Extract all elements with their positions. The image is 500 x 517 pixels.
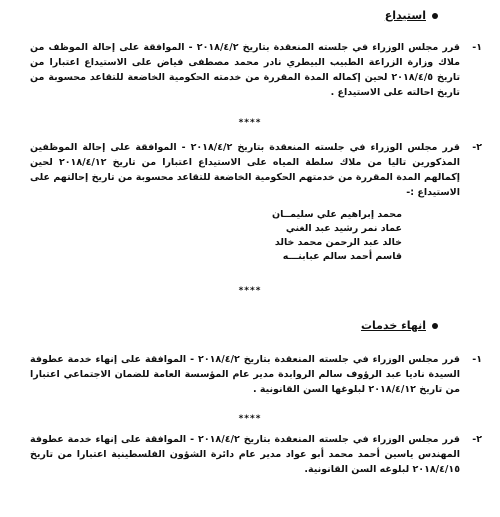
item-text: قرر مجلس الوزراء في جلسته المنعقدة بتاريخ ٢٠١٨/٤/٢ - الموافقة على إنهاء خدمة عطوفة المهندس ياسين أحمد محمد أبو عواد مدير عام دائرة الشؤون الفلسطينية اعتبارا من تاريخ ٢٠١٨/٤/١٥ لبلوغه السن القانونية. [30,434,460,475]
bullet-icon [432,323,438,329]
name-entry: محمد إبراهيم علي سليمــان [271,209,402,220]
item-text: قرر مجلس الوزراء في جلسته المنعقدة بتاريخ ٢٠١٨/٤/٢ - الموافقة على إحالة الموظف من ملاك وزارة الزراعة الطبيب البيطري نادر محمد مصطفى فياض على الاستيداع اعتبارا من تاريخ ٢٠١٨/٤/٥ لحين إكماله المدة المقررة من خدمته الحكومية الخاضعة للتقاعد محسوبة من تاريخ احالته على الاستيداع . [30,42,461,98]
section-heading-termination [361,318,438,333]
separator-stars: **** [238,286,262,296]
name-entry: خالد عبد الرحمن محمد خالد [274,237,402,248]
decision-item-3 [30,352,482,397]
decision-item-1 [30,40,482,100]
names-list [272,208,402,264]
item-text: قرر مجلس الوزراء في جلسته المنعقدة بتاريخ ٢٠١٨/٤/٢ - الموافقة على إحالة الموظفين المذكورين تاليا من ملاك سلطة المياه على الاستيداع اعتبارا من تاريخ ٢٠١٨/٤/١٢ لحين إكمالهم المدة المقررة من خدمتهم الحكومية الخاضعة للتقاعد محسوبة من تاريخ إحالتهم على الاستيداع :- [30,142,460,198]
section-heading-appointment [385,8,438,23]
decision-item-4 [30,432,482,477]
decision-item-2 [30,140,482,200]
section-title: انهاء خدمات [360,319,426,332]
item-number: ١- [472,42,482,53]
item-number: ٢- [472,142,482,153]
name-entry: عماد نمر رشيد عبد الغني [285,223,402,234]
item-number: ٢- [472,434,482,445]
item-text: قرر مجلس الوزراء في جلسته المنعقدة بتاريخ ٢٠١٨/٤/٢ - الموافقة على إنهاء خدمة عطوفة السيدة ناديا عبد الرؤوف سالم الروابدة مدير عام المؤسسة العامة للضمان الاجتماعي اعتبارا من تاريخ ٢٠١٨/٤/١٢ لبلوغها السن القانونية . [30,354,460,395]
section-title: استيداع [384,9,426,22]
name-entry: قاسم أحمد سالم عبابنـــه [282,251,402,262]
separator-stars: **** [238,414,262,424]
separator-stars: **** [238,118,262,128]
bullet-icon [432,13,438,19]
item-number: ١- [472,354,482,365]
